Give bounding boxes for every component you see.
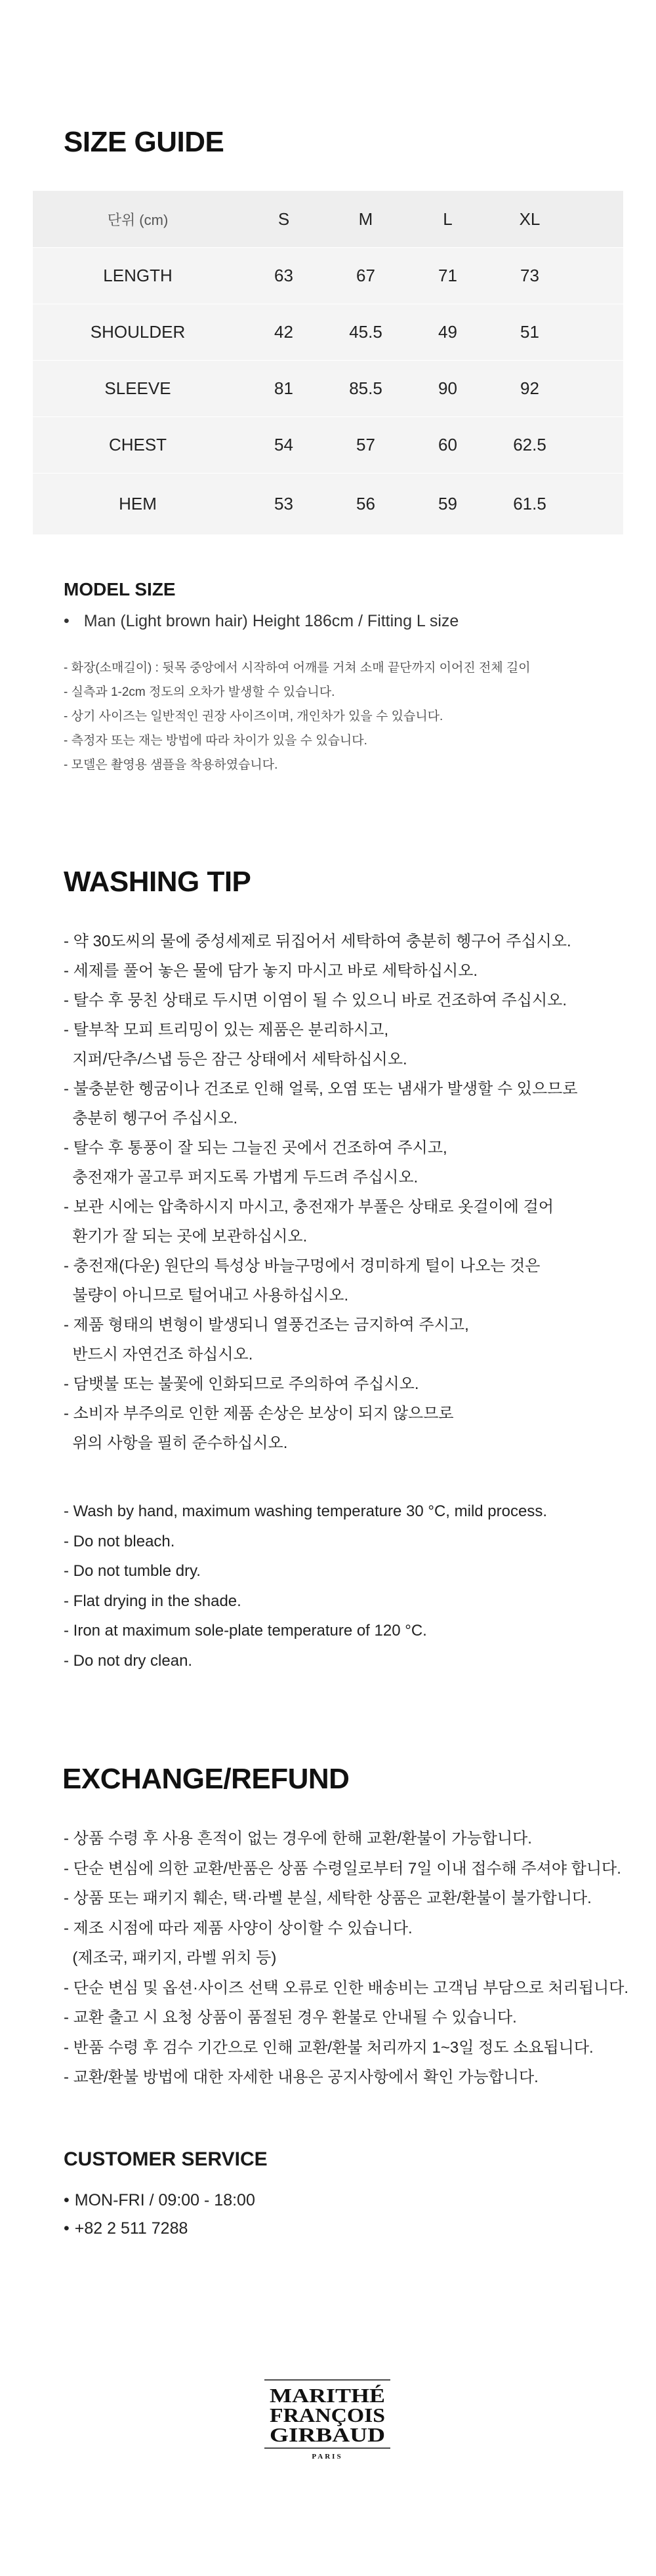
cs-phone-text: +82 2 511 7288: [74, 2219, 188, 2238]
table-row-length: [33, 247, 623, 304]
wash-line: - Flat drying in the shade.: [64, 1592, 241, 1610]
table-row-shoulder: [33, 304, 623, 360]
note-line: - 측정자 또는 재는 방법에 따라 차이가 있을 수 있습니다.: [64, 734, 367, 748]
note-line: - 실측과 1-2cm 정도의 오차가 발생할 수 있습니다.: [64, 685, 335, 699]
wash-line: 위의 사항을 필히 준수하십시오.: [64, 1434, 288, 1452]
table-row-chest: [33, 416, 623, 473]
wash-line: - Do not dry clean.: [64, 1651, 193, 1670]
bullet: •: [64, 612, 70, 630]
wash-line: - Do not bleach.: [64, 1532, 175, 1550]
wash-line: - 세제를 풀어 놓은 물에 담가 놓지 마시고 바로 세탁하십시오.: [64, 962, 478, 980]
cell-value: 51: [520, 322, 539, 342]
wash-line: - 탈부착 모피 트리밍이 있는 제품은 분리하시고,: [64, 1021, 389, 1039]
wash-line: - 탈수 후 뭉친 상태로 두시면 이염이 될 수 있으니 바로 건조하여 주십시오.: [64, 992, 567, 1009]
logo-line-3: GIRBAUD: [270, 2423, 385, 2446]
table-row-sleeve: [33, 360, 623, 416]
wash-line: 반드시 자연건조 하십시오.: [64, 1346, 253, 1363]
exchange-refund-title: EXCHANGE/REFUND: [62, 1763, 350, 1795]
washing-tip-title: WASHING TIP: [64, 866, 251, 898]
cell-value: 81: [274, 378, 293, 398]
exchange-line: - 상품 또는 패키지 훼손, 택·라벨 분실, 세탁한 상품은 교환/환불이 불가합니다.: [64, 1889, 592, 1907]
model-size-text: Man (Light brown hair) Height 186cm / Fitting L size: [83, 612, 459, 630]
model-size-line: [64, 612, 459, 631]
cell-value: 60: [438, 435, 457, 454]
row-label: SHOULDER: [90, 322, 186, 342]
header-size-m: M: [358, 209, 373, 229]
note-line: - 모델은 촬영용 샘플을 착용하였습니다.: [64, 758, 278, 772]
row-label: SLEEVE: [104, 378, 171, 398]
header-unit: 단위 (cm): [107, 211, 169, 228]
exchange-line: - 교환/환불 방법에 대한 자세한 내용은 공지사항에서 확인 가능합니다.: [64, 2068, 539, 2086]
header-size-l: L: [443, 209, 453, 229]
wash-line: - 충전재(다운) 원단의 특성상 바늘구멍에서 경미하게 털이 나오는 것은: [64, 1257, 541, 1275]
cs-hours: [64, 2186, 255, 2215]
exchange-line: - 단순 변심에 의한 교환/반품은 상품 수령일로부터 7일 이내 접수해 주셔야 합니다.: [64, 1859, 621, 1878]
cell-value: 90: [438, 378, 457, 398]
cell-value: 61.5: [513, 494, 546, 513]
washing-tip-english: [64, 1497, 628, 1676]
cell-value: 49: [438, 322, 457, 342]
logo-line-1: MARITHÉ: [270, 2384, 385, 2407]
wash-line: - 소비자 부주의로 인한 제품 손상은 보상이 되지 않으므로: [64, 1405, 454, 1422]
washing-tip-korean: [64, 927, 628, 1458]
size-notes: [64, 656, 602, 777]
cell-value: 92: [520, 378, 539, 398]
row-label: CHEST: [108, 435, 167, 454]
cell-value: 59: [438, 494, 457, 513]
cell-value: 56: [356, 494, 375, 513]
customer-service-title: CUSTOMER SERVICE: [64, 2148, 268, 2170]
wash-line: 충전재가 골고루 퍼지도록 가볍게 두드려 주십시오.: [64, 1169, 419, 1186]
cell-value: 57: [356, 435, 375, 454]
wash-line: 충분히 헹구어 주십시오.: [64, 1110, 238, 1127]
cell-value: 62.5: [513, 435, 546, 454]
size-table: [33, 190, 623, 534]
row-label: HEM: [119, 494, 157, 513]
cell-value: 54: [274, 435, 293, 454]
wash-line: - 담뱃불 또는 불꽃에 인화되므로 주의하여 주십시오.: [64, 1375, 419, 1393]
wash-line: - Wash by hand, maximum washing temperature 30 °C, mild process.: [64, 1502, 547, 1520]
wash-line: 지퍼/단추/스냅 등은 잠근 상태에서 세탁하십시오.: [64, 1051, 407, 1068]
note-line: - 상기 사이즈는 일반적인 권장 사이즈이며, 개인차가 있을 수 있습니다.: [64, 710, 443, 723]
size-guide-title: SIZE GUIDE: [64, 126, 224, 158]
bullet: •: [64, 2191, 70, 2209]
size-table-header: [33, 190, 623, 247]
exchange-line: - 반품 수령 후 검수 기간으로 인해 교환/환불 처리까지 1~3일 정도 소요됩니다.: [64, 2038, 594, 2057]
exchange-refund-list: [64, 1824, 641, 2093]
header-size-xl: XL: [519, 209, 541, 229]
brand-logo: [264, 2379, 390, 2463]
cs-phone: [64, 2215, 255, 2243]
wash-line: - 보관 시에는 압축하시지 마시고, 충전재가 부풀은 상태로 옷걸이에 걸어: [64, 1198, 554, 1216]
cell-value: 42: [274, 322, 293, 342]
cell-value: 67: [356, 266, 375, 285]
cell-value: 45.5: [349, 322, 382, 342]
row-label: LENGTH: [103, 266, 173, 285]
header-size-s: S: [277, 209, 290, 229]
cell-value: 73: [520, 266, 539, 285]
cell-value: 63: [274, 266, 293, 285]
wash-line: - Do not tumble dry.: [64, 1562, 201, 1580]
wash-line: - 불충분한 헹굼이나 건조로 인해 얼룩, 오염 또는 냄새가 발생할 수 있으므로: [64, 1080, 578, 1098]
exchange-line: (제조국, 패키지, 라벨 위치 등): [64, 1949, 277, 1967]
wash-line: 불량이 아니므로 털어내고 사용하십시오.: [64, 1287, 349, 1304]
wash-line: - 탈수 후 통풍이 잘 되는 그늘진 곳에서 건조하여 주시고,: [64, 1139, 447, 1157]
customer-service-list: [64, 2186, 255, 2243]
exchange-line: - 교환 출고 시 요청 상품이 품절된 경우 환불로 안내될 수 있습니다.: [64, 2009, 517, 2026]
exchange-line: - 제조 시점에 따라 제품 사양이 상이할 수 있습니다.: [64, 1919, 413, 1937]
wash-line: - 제품 형태의 변형이 발생되니 열풍건조는 금지하여 주시고,: [64, 1316, 469, 1334]
logo-sub: PARIS: [312, 2453, 343, 2461]
cell-value: 53: [274, 494, 293, 513]
note-line: - 화장(소매길이) : 뒷목 중앙에서 시작하여 어깨를 거쳐 소매 끝단까지 이어진 전체 길이: [64, 661, 531, 675]
wash-line: - 약 30도씨의 물에 중성세제로 뒤집어서 세탁하여 충분히 헹구어 주십시오.: [64, 933, 571, 950]
table-row-hem: [33, 473, 623, 534]
wash-line: 환기가 잘 되는 곳에 보관하십시오.: [64, 1228, 308, 1245]
logo-line-2: FRANÇOIS: [270, 2404, 385, 2426]
exchange-line: - 단순 변심 및 옵션·사이즈 선택 오류로 인한 배송비는 고객님 부담으로 처리됩니다.: [64, 1979, 629, 1997]
cell-value: 85.5: [349, 378, 382, 398]
bullet: •: [64, 2219, 70, 2238]
cs-hours-text: MON-FRI / 09:00 - 18:00: [74, 2191, 255, 2209]
wash-line: - Iron at maximum sole-plate temperature of 120 °C.: [64, 1622, 427, 1640]
brand-logo-graphic: [264, 2379, 390, 2463]
cell-value: 71: [438, 266, 457, 285]
exchange-line: - 상품 수령 후 사용 흔적이 없는 경우에 한해 교환/환불이 가능합니다.: [64, 1830, 532, 1847]
model-size-title: MODEL SIZE: [64, 579, 176, 599]
